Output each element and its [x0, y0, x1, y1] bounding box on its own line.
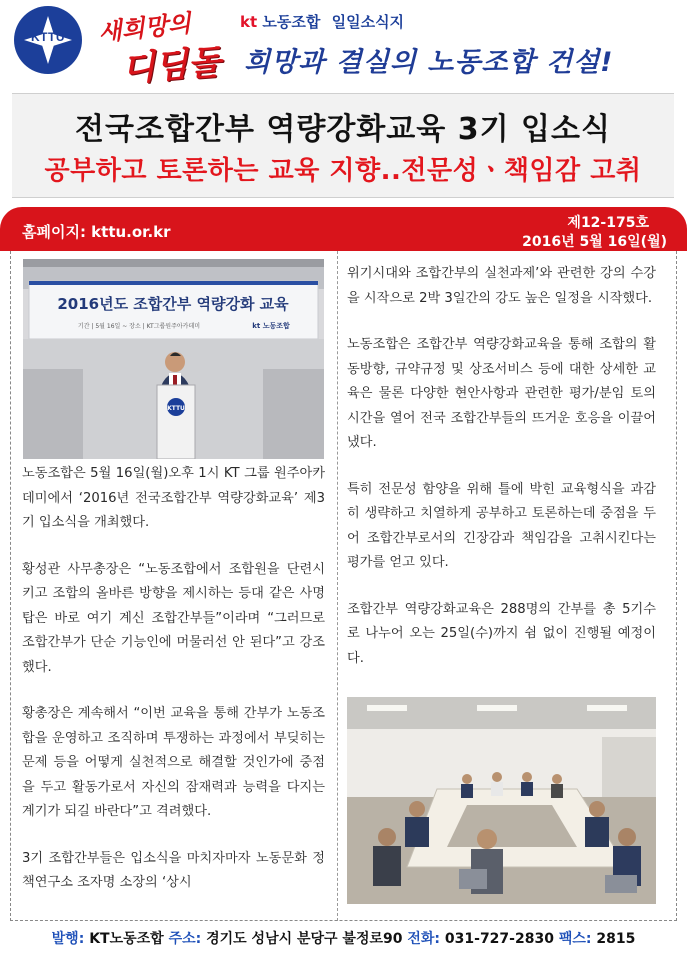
homepage-link[interactable]: 홈페이지: kttu.or.kr [22, 223, 171, 241]
discussion-photo-drawing [347, 697, 656, 904]
ceremony-photo-drawing [23, 259, 324, 459]
logo-text: KTTU [31, 30, 65, 44]
podium-label: KTTU [167, 405, 185, 412]
masthead [0, 0, 687, 88]
paragraph: 위기시대와 조합간부의 실천과제’와 관련한 강의 수강을 시작으로 2박 3일간의 강도 높은 일정을 시작했다. [347, 266, 656, 306]
slogan-line-2: 디딤돌 [120, 42, 223, 90]
kttu-logo [14, 6, 82, 74]
kt-logo: kt [240, 13, 258, 31]
issue-date: 2016년 5월 16일(월) [522, 234, 667, 250]
paragraph: 3기 조합간부들은 입소식을 마치자마자 노동문화 정책연구소 조자명 소장의 ‘상시 [22, 850, 325, 890]
footer [0, 928, 687, 948]
publisher-label: 발행: [51, 931, 85, 947]
paragraph: 조합간부 역량강화교육은 288명의 간부를 총 5기수로 나누어 오는 25일(수)까지 쉼 없이 진행될 예정이다. [347, 601, 656, 666]
fax-label: 팩스: [558, 931, 592, 947]
slogan-calligraphy [92, 4, 232, 90]
article-right-column [347, 262, 656, 693]
phone-label: 전화: [407, 931, 441, 947]
paragraph: 노동조합은 조합간부 역량강화교육을 통해 조합의 활동방향, 규약규정 및 상조서비스 등에 대한 상세한 교육은 물론 다양한 현안사항과 관련한 평가/분임 토의시간을 열어 전국 조합간부들의 뜨거운 호응을 이끌어냈다. [347, 337, 656, 450]
slogan-line-1: 새희망의 [96, 8, 193, 47]
paper-name: 일일소식지 [331, 13, 405, 31]
banner-logo: kt 노동조합 [252, 322, 290, 330]
address: 경기도 성남시 분당구 불정로90 [206, 931, 403, 947]
fax: 2815 [596, 931, 636, 947]
paragraph: 노동조합은 5월 16일(월)오후 1시 KT 그룹 원주아카데미에서 ‘2016년 전국조합간부 역량강화교육’ 제3기 입소식을 개최했다. [22, 466, 325, 530]
paragraph: 황성관 사무총장은 “노동조합에서 조합원을 단련시키고 조합의 올바른 방향을 제시하는 등대 같은 사명탑은 바로 여기 계신 조합간부들”이라며 “그러므로 조합간부가 단순 기능인에 머물러선 안 된다”고 강조했다. [22, 561, 325, 675]
banner-title: 2016년도 조합간부 역량강화 교육 [57, 295, 289, 313]
union-name: 노동조합 [262, 13, 321, 31]
discussion-photo [347, 697, 656, 904]
motto: 희망과 결실의 노동조합 건설! [244, 47, 614, 78]
paragraph: 특히 전문성 함양을 위해 틀에 박힌 교육형식을 과감히 생략하고 치열하게 공부하고 토론하는데 중점을 두어 조합간부로서의 긴장감과 책임감을 고취시킨다는 평가를 얻고 있다. [347, 481, 656, 570]
ceremony-photo [23, 259, 324, 459]
paragraph: 황총장은 계속해서 “이번 교육을 통해 간부가 노동조합을 운영하고 조직하며 투쟁하는 과정에서 부딪히는 문제 등을 어떻게 실천적으로 해결할 것인가에 중점을 두고 활동가로서 자신의 잠재력과 능력을 다지는 계기가 되길 바란다”고 격려했다. [22, 706, 325, 819]
headline: 전국조합간부 역량강화교육 3기 입소식 [75, 112, 611, 147]
column-divider [337, 251, 338, 921]
subheadline: 공부하고 토론하는 교육 지향..전문성ㆍ책임감 고취 [44, 156, 642, 186]
article-left-column [22, 462, 325, 918]
issue-number: 제12-175호 [567, 215, 649, 231]
title-box [12, 93, 674, 198]
brand-line [240, 11, 404, 32]
phone: 031-727-2830 [444, 931, 554, 947]
banner-subtitle: 기간 | 5월 16일 ~ 장소 | KT그룹원주아카데미 [77, 323, 201, 330]
info-bar [0, 207, 687, 251]
publisher: KT노동조합 [89, 931, 164, 947]
address-label: 주소: [168, 931, 202, 947]
